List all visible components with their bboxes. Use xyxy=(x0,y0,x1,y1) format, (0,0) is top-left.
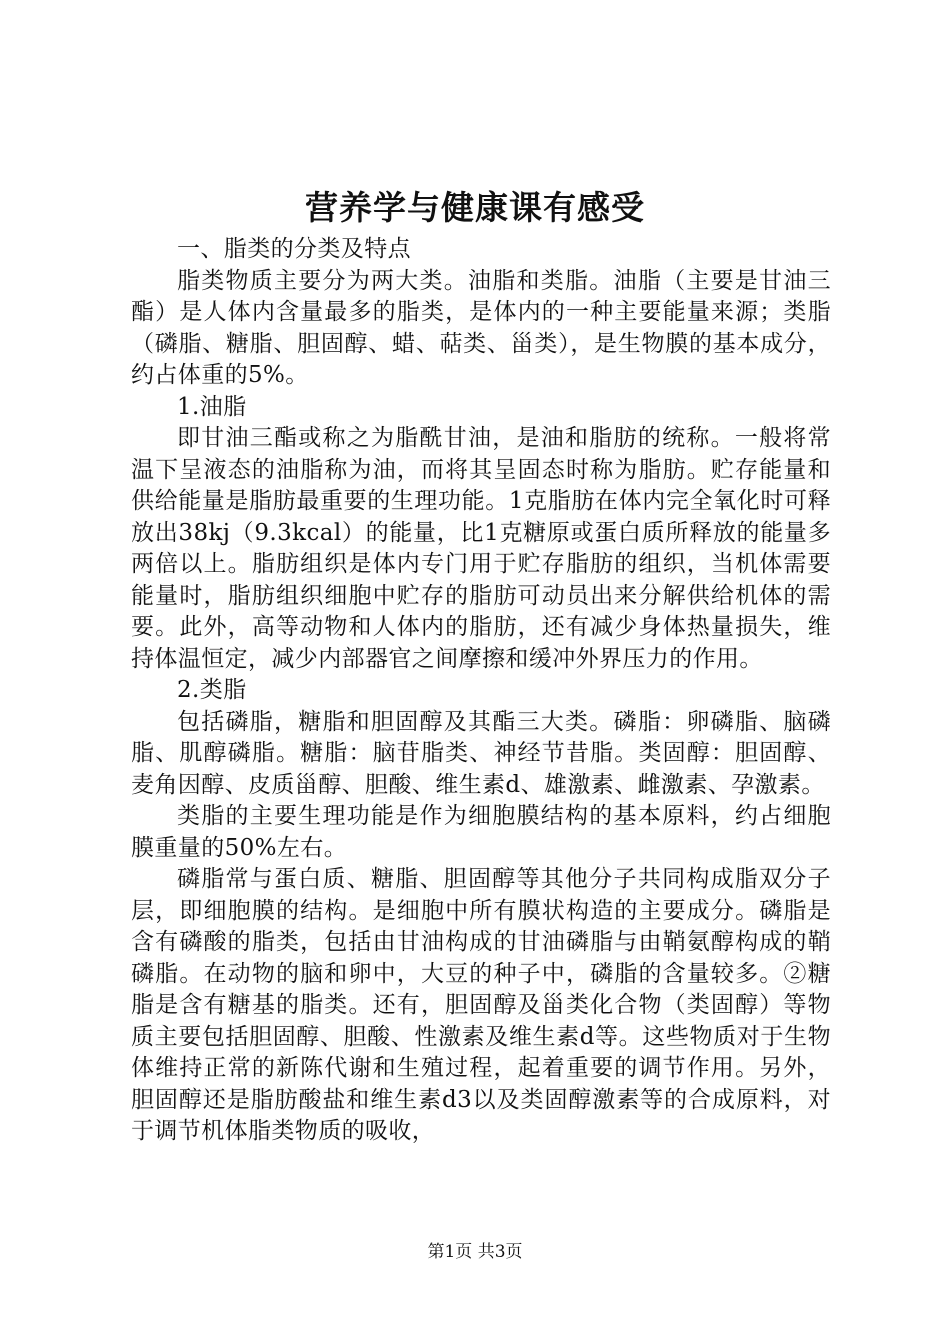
document-title: 营养学与健康课有感受 xyxy=(305,188,645,227)
subsection-heading-lipoid: 2.类脂 xyxy=(177,677,247,703)
subsection-heading-oil: 1.油脂 xyxy=(177,393,247,420)
paragraph: 磷脂常与蛋白质、糖脂、胆固醇等其他分子共同构成脂双分子层，即细胞膜的结构。是细胞中所有膜状构造的主要成分。磷脂是含有磷酸的脂类，包括由甘油构成的甘油磷脂与由鞘氨醇构成的鞘磷脂。在动物的脑和卵中，大豆的种子中，磷脂的含量较多。②糖脂是含有糖基的脂类。还有，胆固醇及甾类化合物（类固醇）等物质主要包括胆固醇、胆酸、性激素及维生素d等。这些物质对于生物体维持正常的新陈代谢和生殖过程，起着重要的调节作用。另外，胆固醇还是脂肪酸盐和维生素d3以及类固醇激素等的合成原料，对于调节机体脂类物质的吸收， xyxy=(131,866,831,1144)
section-heading-1: 一、脂类的分类及特点 xyxy=(177,236,411,262)
paragraph: 包括磷脂，糖脂和胆固醇及其酯三大类。磷脂：卵磷脂、脑磷脂、肌醇磷脂。糖脂：脑苷脂类、神经节昔脂。类固醇：胆固醇、麦角因醇、皮质甾醇、胆酸、维生素d、雄激素、雌激素、孕激素。 xyxy=(131,708,831,798)
paragraph: 脂类物质主要分为两大类。油脂和类脂。油脂（主要是甘油三酯）是人体内含量最多的脂类，是体内的一种主要能量来源；类脂（磷脂、糖脂、胆固醇、蜡、萜类、甾类），是生物膜的基本成分，约占体重的5%。 xyxy=(131,267,831,388)
paragraph: 即甘油三酯或称之为脂酰甘油，是油和脂肪的统称。一般将常温下呈液态的油脂称为油，而将其呈固态时称为脂肪。贮存能量和供给能量是脂肪最重要的生理功能。1克脂肪在体内完全氧化时可释放出38kj（9.3kcal）的能量，比1克糖原或蛋白质所释放的能量多两倍以上。脂肪组织是体内专门用于贮存脂肪的组织，当机体需要能量时，脂肪组织细胞中贮存的脂肪可动员出来分解供给机体的需要。此外，高等动物和人体内的脂肪，还有减少身体热量损失，维持体温恒定，减少内部器官之间摩擦和缓冲外界压力的作用。 xyxy=(131,425,831,672)
page-footer: 第1页 共3页 xyxy=(427,1242,523,1262)
paragraph: 类脂的主要生理功能是作为细胞膜结构的基本原料，约占细胞膜重量的50%左右。 xyxy=(131,803,831,861)
document-body xyxy=(131,234,831,1148)
